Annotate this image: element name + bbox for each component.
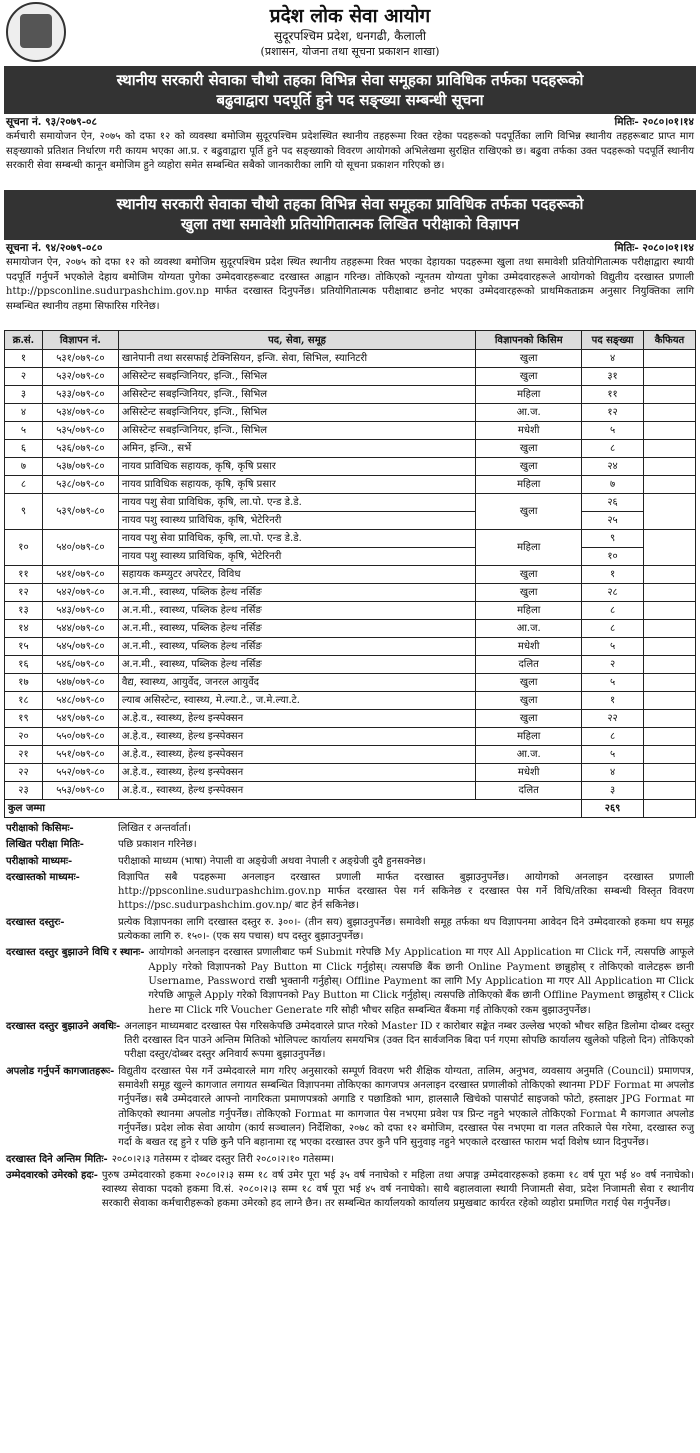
cell-post: असिस्टेन्ट सबइन्जिनियर, इन्जि., सिभिल [118,386,475,404]
cell-adv: ५३६/०७९-८० [42,440,118,458]
cell-remarks [644,476,696,494]
cell-sn: १३ [5,602,43,620]
info-value: परीक्षाको माध्यम (भाषा) नेपाली वा अङ्ग्रेजी अथवा नेपाली र अङ्ग्रेजी दुवै हुनसक्नेछ। [118,855,426,867]
cell-type: खुला [476,692,582,710]
cell-sn: २० [5,728,43,746]
cell-count: ४ [582,764,644,782]
notice2-date: मितिः- २०८०।०१।१४ [614,242,694,254]
cell-post: अ.हे.व., स्वास्थ्य, हेल्थ इन्स्पेक्सन [118,746,475,764]
notice1-number: सूचना नं. ९३/२०७९-०८ [6,116,97,128]
cell-adv: ५४२/०७९-८० [42,584,118,602]
cell-remarks [644,530,696,566]
cell-post: सहायक कम्प्युटर अपरेटर, विविध [118,566,475,584]
cell-adv: ५४०/०७९-८० [42,530,118,566]
cell-type: आ.ज. [476,404,582,422]
cell-count: २८ [582,584,644,602]
cell-count: २४ [582,458,644,476]
table-row [5,476,696,494]
info-label: लिखित परीक्षा मितिः- [6,839,84,851]
table-row [5,764,696,782]
cell-remarks [644,800,696,818]
cell-remarks [644,440,696,458]
cell-sn: ६ [5,440,43,458]
cell-sn: ८ [5,476,43,494]
cell-type: खुला [476,494,582,530]
notice1-banner [4,66,696,114]
cell-sn: १४ [5,620,43,638]
cell-remarks [644,422,696,440]
col-post: पद, सेवा, समूह [118,331,475,350]
table-row [5,422,696,440]
cell-remarks [644,656,696,674]
cell-post: अ.न.मी., स्वास्थ्य, पब्लिक हेल्थ नर्सिङ [118,620,475,638]
cell-remarks [644,458,696,476]
table-row [5,566,696,584]
cell-type: महिला [476,476,582,494]
info-value: पछि प्रकाशन गरिनेछ। [118,839,197,851]
cell-count: ११ [582,386,644,404]
cell-type: आ.ज. [476,620,582,638]
cell-post: अ.हे.व., स्वास्थ्य, हेल्थ इन्स्पेक्सन [118,764,475,782]
cell-post: असिस्टेन्ट सबइन्जिनियर, इन्जि., सिभिल [118,404,475,422]
info-row [6,1169,694,1212]
cell-type: दलित [476,656,582,674]
cell-adv: ५४६/०७९-८० [42,656,118,674]
cell-type: खुला [476,584,582,602]
col-count: पद सङ्ख्या [582,331,644,350]
org-address: सुदूरपश्चिम प्रदेश, धनगढी, कैलाली [273,29,426,43]
cell-post: अमिन, इन्जि., सर्भे [118,440,475,458]
cell-post: नायव प्राविधिक सहायक, कृषि, कृषि प्रसार [118,476,475,494]
cell-remarks [644,746,696,764]
info-label: दरखास्त दिने अन्तिम मितिः- [6,1153,108,1165]
cell-count: ५ [582,638,644,656]
table-row [5,710,696,728]
info-label: दरखास्त दस्तुरः- [6,916,65,928]
info-label: अपलोड गर्नुपर्ने कागजातहरूः- [6,1065,115,1077]
cell-count: ३१ [582,368,644,386]
cell-sn: १८ [5,692,43,710]
col-sn: क्र.सं. [5,331,43,350]
cell-sn: २२ [5,764,43,782]
cell-count: १० [582,548,644,566]
table-row [5,350,696,368]
cell-count: २६ [582,494,644,512]
cell-post: असिस्टेन्ट सबइन्जिनियर, इन्जि., सिभिल [118,422,475,440]
cell-adv: ५४९/०७९-८० [42,710,118,728]
cell-sn: २ [5,368,43,386]
table-header-row [5,331,696,350]
cell-post: अ.हे.व., स्वास्थ्य, हेल्थ इन्स्पेक्सन [118,728,475,746]
cell-remarks [644,368,696,386]
cell-type: महिला [476,386,582,404]
cell-count: १ [582,692,644,710]
cell-type: दलित [476,782,582,800]
cell-count: ७ [582,476,644,494]
cell-sn: १ [5,350,43,368]
notice2-number: सूचना नं. ९४/२०७९-०८० [6,242,103,254]
cell-adv: ५४१/०७९-८० [42,566,118,584]
info-label: परीक्षाको किसिमः- [6,823,74,834]
cell-adv: ५३७/०७९-८० [42,458,118,476]
table-row [5,692,696,710]
info-row [6,946,694,1017]
info-value: अनलाइन माध्यमबाट दरखास्त पेस गरिसकेपछि उम्मेदवारले प्राप्त गरेको Master ID र कारोबार सङ्केत नम्बर उल्लेख भएको भौचर सहित डिलोमा दोब्बर दस्तुर तिरी दरखास्त दिन पाउने अन्तिम मितिको भोलिपल्ट कार्यालय समयभित्र (उक्त दिन सार्वजनिक बिदा पर्न गएमा सोपछि कार्यालय खुलेको पहिलो दिन) तोकिएको परीक्षा दस्तुर/दोब्बर दस्तुर अनिवार्य रूपमा बुझाउनुपर्नेछ। [124,1020,694,1061]
info-label: परीक्षाको माध्यमः- [6,855,73,867]
table-row [5,386,696,404]
table-row [5,638,696,656]
cell-post: नायव पशु सेवा प्राविधिक, कृषि, ला.पो. एन्ड डे.डे. [118,494,475,512]
table-row [5,674,696,692]
info-row [6,822,694,836]
posts-table [4,330,696,818]
notice1-date: मितिः- २०८०।०१।१४ [614,116,694,128]
cell-adv: ५३१/०७९-८० [42,350,118,368]
cell-sn: १९ [5,710,43,728]
cell-count: १२ [582,404,644,422]
info-value: प्रत्येक विज्ञापनका लागि दरखास्त दस्तुर रु. ३००।- (तीन सय) बुझाउनुपर्नेछ। समावेशी समूह तर्फका थप विज्ञापनमा आवेदन दिने उम्मेदवारको हकमा थप समूह प्रत्येकका लागि रु. १५०।- (एक सय पचास) थप दस्तुर बुझाउनुपर्नेछ। [118,916,694,943]
cell-type: मधेशी [476,638,582,656]
cell-adv: ५४५/०७९-८० [42,638,118,656]
notice2-banner [4,190,696,240]
info-row [6,916,694,945]
notice1-title-line1: स्थानीय सरकारी सेवाका चौथो तहका विभिन्न सेवा समूहका प्राविधिक तर्फका पदहरूको [116,71,584,89]
cell-post: अ.हे.व., स्वास्थ्य, हेल्थ इन्स्पेक्सन [118,710,475,728]
cell-post: खानेपानी तथा सरसफाई टेक्निसियन, इन्जि. सेवा, सिभिल, स्यानिटरी [118,350,475,368]
info-label: दरखास्त दस्तुर बुझाउने अवधिः- [6,1020,121,1032]
info-row [6,871,694,914]
cell-remarks [644,602,696,620]
cell-remarks [644,620,696,638]
total-value: २६९ [582,800,644,818]
notice1-title-line2: बढुवाद्वारा पदपूर्ति हुने पद सङ्ख्या सम्बन्धी सूचना [216,91,484,109]
cell-adv: ५३३/०७९-८० [42,386,118,404]
info-row [6,1153,694,1167]
cell-adv: ५४४/०७९-८० [42,620,118,638]
cell-remarks [644,566,696,584]
info-label: उम्मेदवारको उमेरको हदः- [6,1169,98,1181]
cell-type: मधेशी [476,764,582,782]
table-row [5,404,696,422]
cell-post: नायव पशु स्वास्थ्य प्राविधिक, कृषि, भेटेरिनरी [118,512,475,530]
cell-post: नायव पशु सेवा प्राविधिक, कृषि, ला.पो. एन्ड डे.डे. [118,530,475,548]
table-row [5,494,696,512]
info-row [6,855,694,869]
table-row [5,782,696,800]
cell-sn: ३ [5,386,43,404]
info-row [6,838,694,852]
cell-post: अ.न.मी., स्वास्थ्य, पब्लिक हेल्थ नर्सिङ [118,638,475,656]
cell-remarks [644,782,696,800]
notice2-title-line2: खुला तथा समावेशी प्रतियोगितात्मक लिखित परीक्षाको विज्ञापन [180,215,520,233]
cell-post: ल्याब असिस्टेन्ट, स्वास्थ्य, मे.ल्या.टे., ज.मे.ल्या.टे. [118,692,475,710]
cell-count: २ [582,656,644,674]
col-adv-no: विज्ञापन नं. [42,331,118,350]
info-label: दरखास्त दस्तुर बुझाउने विधि र स्थानः- [6,947,145,959]
cell-type: खुला [476,566,582,584]
cell-adv: ५५१/०७९-८० [42,746,118,764]
cell-type: खुला [476,458,582,476]
info-value: विद्युतीय दरखास्त पेस गर्ने उम्मेदवारले माग गरिए अनुसारको सम्पूर्ण विवरण भरी शैक्षिक योग्यता, तालिम, अनुभव, व्यवसाय अनुमति (Council) प्रमाणपत्र, समावेशी समूह खुल्ने कागजात लगायत सम्बन्धित विज्ञापनमा तोकिएका कागजपत्र अनलाइन दरखास्त प्रणालीको तोकिएको स्थानमा PDF Format मा अपलोड गर्नुपर्नेछ। सबै उम्मेदवारले आफ्नो नागरिकता प्रमाणपत्रको अगाडि र पछाडिको भाग, हालसालै खिचेको पासपोर्ट साइजको फोटो, हस्ताक्षर JPG Format मा तोकिएको स्थानमा अपलोड गर्नुपर्नेछ। तोकिएको Format मा कागजात पेस नभएमा प्रवेश पत्र प्रिन्ट नहुने भएकाले तोकिएको Format मै कागजात अपलोड गर्नुपर्नेछ। प्रदेश लोक सेवा आयोग (कार्य सञ्चालन) निर्देशिका, २०७८ को दफा १२ बमोजिम, दरखास्त पेस नभएमा वा गलत तरिकाले पेस गरेमा, दरखास्त रुजु गर्दा के बखत रद्द हुने र पछि कुनै पनि बहानामा रद्द भएका दरखास्त उपर कुनै पनि सुनुवाइ नहुने भएकाले दरखास्त फाराम भर्दा विशेष ध्यान दिनुपर्नेछ। [118,1065,694,1149]
cell-sn: १६ [5,656,43,674]
cell-remarks [644,764,696,782]
cell-count: ५ [582,746,644,764]
cell-post: अ.न.मी., स्वास्थ्य, पब्लिक हेल्थ नर्सिङ [118,602,475,620]
cell-type: खुला [476,674,582,692]
info-value: पुरुष उम्मेदवारको हकमा २०८०।२।३ सम्म १८ वर्ष उमेर पूरा भई ३५ वर्ष ननाघेको र महिला तथा अपाङ्ग उम्मेदवारहरूको हकमा १८ वर्ष पूरा भई ४० वर्ष ननाघेको। स्वास्थ्य सेवाका पदको हकमा वि.सं. २०८०।२।३ सम्म १८ वर्ष पूरा भई ४५ वर्ष ननाघेको। साथै बहालवाला स्थायी निजामती सेवा, प्रदेश निजामती सेवा र स्थानीय सरकारी सेवाका कर्मचारीहरूको हकमा उमेरको हद लाग्ने छैन। तर सम्बन्धित कार्यालयको कार्यालय प्रमुखबाट कार्यरत रहेको व्यहोरा प्रमाणित गराई पेस गर्नुपर्नेछ। [101,1169,694,1210]
col-remarks: कैफियत [644,331,696,350]
table-row [5,728,696,746]
cell-remarks [644,386,696,404]
cell-remarks [644,404,696,422]
cell-post: असिस्टेन्ट सबइन्जिनियर, इन्जि., सिभिल [118,368,475,386]
table-total-row [5,800,696,818]
cell-remarks [644,494,696,530]
cell-sn: १० [5,530,43,566]
cell-type: महिला [476,602,582,620]
notice2-body: समायोजन ऐन, २०७५ को दफा १२ को व्यवस्था बमोजिम सुदूरपश्चिम प्रदेश स्थित स्थानीय तहहरूमा रिक्त भएका देहायका पदहरूमा खुला तथा समावेशी प्रतियोगितात्मक परीक्षाद्वारा स्थायी पदपूर्ति गर्नुपर्ने भएकोले देहाय बमोजिम योग्यता पुगेका उम्मेदवारहरूबाट दरखास्त आह्वान गरिन्छ। तोकिएको न्यूनतम योग्यता पुगेका उम्मेदवारहरूले आयोगको विद्युतीय दरखास्त प्रणाली http://ppsconline.sudurpashchim.gov.np मार्फत दरखास्त दिनुपर्नेछ। प्रतियोगितात्मक परीक्षाबाट छनोट भएका उम्मेदवारहरूको प्राथमिकताक्रम अनुसार नियुक्तिका लागि सम्बन्धित स्थानीय तहमा सिफारिस गरिनेछ। [6,257,694,312]
cell-post: अ.हे.व., स्वास्थ्य, हेल्थ इन्स्पेक्सन [118,782,475,800]
cell-sn: ७ [5,458,43,476]
cell-sn: १७ [5,674,43,692]
org-name: प्रदेश लोक सेवा आयोग [269,5,431,27]
cell-adv: ५३८/०७९-८० [42,476,118,494]
cell-adv: ५३५/०७९-८० [42,422,118,440]
cell-sn: ९ [5,494,43,530]
info-row [6,1020,694,1063]
cell-adv: ५४७/०७९-८० [42,674,118,692]
info-value: आयोगको अनलाइन दरखास्त प्रणालीबाट फर्म Submit गरेपछि My Application मा गएर All Application मा Click गर्ने, त्यसपछि आफूले Apply गरेको विज्ञापनको Pay Button मा Click गर्नुहोस्। त्यसपछि बैंक छानी Online Payment छान्नुहोस् र तोकिएको वालेटहरू छानी Username, Password राखी भुक्तानी गर्नुहोस्। Offline Payment का लागि My Application मा गएर All Application मा Click गरेपछि आफूले Apply गरेको विज्ञापनको Pay Button मा Click गर्नुहोस्। त्यसपछि तोकिएको बैंक छानी Offline Payment छान्नुहोस् र Click here मा Click गरि Voucher Generate गरि सोही भौचर सहित सम्बन्धित बैंकमा गई तोकिएको रकम बुझाउनुपर्नेछ। [148,947,694,1016]
cell-count: ८ [582,602,644,620]
cell-remarks [644,638,696,656]
cell-adv: ५५३/०७९-८० [42,782,118,800]
cell-type: मधेशी [476,422,582,440]
cell-type: खुला [476,350,582,368]
cell-count: ८ [582,620,644,638]
cell-remarks [644,674,696,692]
cell-post: अ.न.मी., स्वास्थ्य, पब्लिक हेल्थ नर्सिङ [118,584,475,602]
cell-count: ५ [582,422,644,440]
cell-remarks [644,584,696,602]
table-row [5,458,696,476]
cell-adv: ५३९/०७९-८० [42,494,118,530]
table-row [5,746,696,764]
cell-count: २५ [582,512,644,530]
cell-post: अ.न.मी., स्वास्थ्य, पब्लिक हेल्थ नर्सिङ [118,656,475,674]
table-row [5,530,696,548]
cell-remarks [644,692,696,710]
cell-adv: ५३२/०७९-८० [42,368,118,386]
info-value: विज्ञापित सबै पदहरूमा अनलाइन दरखास्त प्रणाली मार्फत दरखास्त बुझाउनुपर्नेछ। आयोगको अनलाइन दरखास्त प्रणाली http://ppsconline.sudurpashchim.gov.np मार्फत दरखास्त पेस गर्न सकिनेछ र दरखास्त पेस गर्ने विधि/तरिका सम्बन्धी विस्तृत विवरण https://psc.sudurpashchim.gov.np/ बाट हेर्न सकिनेछ। [118,871,694,912]
cell-post: वैद्य, स्वास्थ्य, आयुर्वेद, जनरल आयुर्वेद [118,674,475,692]
cell-type: खुला [476,710,582,728]
table-row [5,602,696,620]
cell-post: नायव पशु स्वास्थ्य प्राविधिक, कृषि, भेटेरिनरी [118,548,475,566]
cell-type: आ.ज. [476,746,582,764]
info-label: दरखास्तको माध्यमः- [6,871,80,883]
cell-remarks [644,350,696,368]
col-type: विज्ञापनको किसिम [476,331,582,350]
cell-count: ५ [582,674,644,692]
cell-sn: ११ [5,566,43,584]
header [0,0,700,66]
cell-sn: ४ [5,404,43,422]
notice1-body: कर्मचारी समायोजन ऐन, २०७५ को दफा १२ को व्यवस्था बमोजिम सुदूरपश्चिम प्रदेशस्थित स्थानीय तहहरूमा रिक्त रहेका पदहरूको पदपूर्तिका लागि विभिन्न स्थानीय तहहरूबाट प्राप्त माग सङ्ख्याको प्रतिशत निर्धारण गरी कायम भएका आ.प्र. र बढुवाद्वारा पूर्ति हुने पद सङ्ख्याको विवरण आयोगको अभिलेखमा सुरक्षित राखिएको छ। बढुवा तर्फका उक्त पदहरूको पदपूर्ति स्थानीय सरकारी सेवा सम्बन्धी कानून बमोजिम हुने व्यहोरा समेत सम्बन्धित सबैको जानकारीका लागि यो सूचना प्रकाशन गरिएको छ। [6,131,694,172]
table-row [5,656,696,674]
cell-count: ९ [582,530,644,548]
table-row [5,620,696,638]
table-row [5,584,696,602]
cell-type: महिला [476,530,582,566]
cell-count: ४ [582,350,644,368]
org-branch: (प्रशासन, योजना तथा सूचना प्रकाशन शाखा) [260,45,440,58]
cell-adv: ५५२/०७९-८० [42,764,118,782]
cell-sn: २३ [5,782,43,800]
cell-count: २२ [582,710,644,728]
notice2-meta [0,240,700,256]
cell-adv: ५४३/०७९-८० [42,602,118,620]
cell-count: ३ [582,782,644,800]
cell-remarks [644,710,696,728]
cell-remarks [644,728,696,746]
cell-adv: ५५०/०७९-८० [42,728,118,746]
info-value: लिखित र अन्तर्वार्ता। [118,823,191,834]
table-row [5,440,696,458]
cell-type: महिला [476,728,582,746]
total-label: कुल जम्मा [5,800,582,818]
cell-adv: ५३४/०७९-८० [42,404,118,422]
info-value: २०८०।२।३ गतेसम्म र दोब्बर दस्तुर तिरी २०८०।२।१० गतेसम्म। [111,1153,334,1165]
cell-adv: ५४८/०७९-८० [42,692,118,710]
cell-count: ८ [582,728,644,746]
cell-sn: १५ [5,638,43,656]
cell-type: खुला [476,440,582,458]
cell-sn: १२ [5,584,43,602]
cell-count: १ [582,566,644,584]
cell-sn: २१ [5,746,43,764]
cell-count: ८ [582,440,644,458]
notice2-title-line1: स्थानीय सरकारी सेवाका चौथो तहका विभिन्न सेवा समूहका प्राविधिक तर्फका पदहरूको [116,195,584,213]
info-section [0,822,700,1212]
cell-sn: ५ [5,422,43,440]
cell-post: नायव प्राविधिक सहायक, कृषि, कृषि प्रसार [118,458,475,476]
notice1-meta [0,114,700,130]
table-row [5,368,696,386]
cell-type: खुला [476,368,582,386]
info-row [6,1065,694,1151]
